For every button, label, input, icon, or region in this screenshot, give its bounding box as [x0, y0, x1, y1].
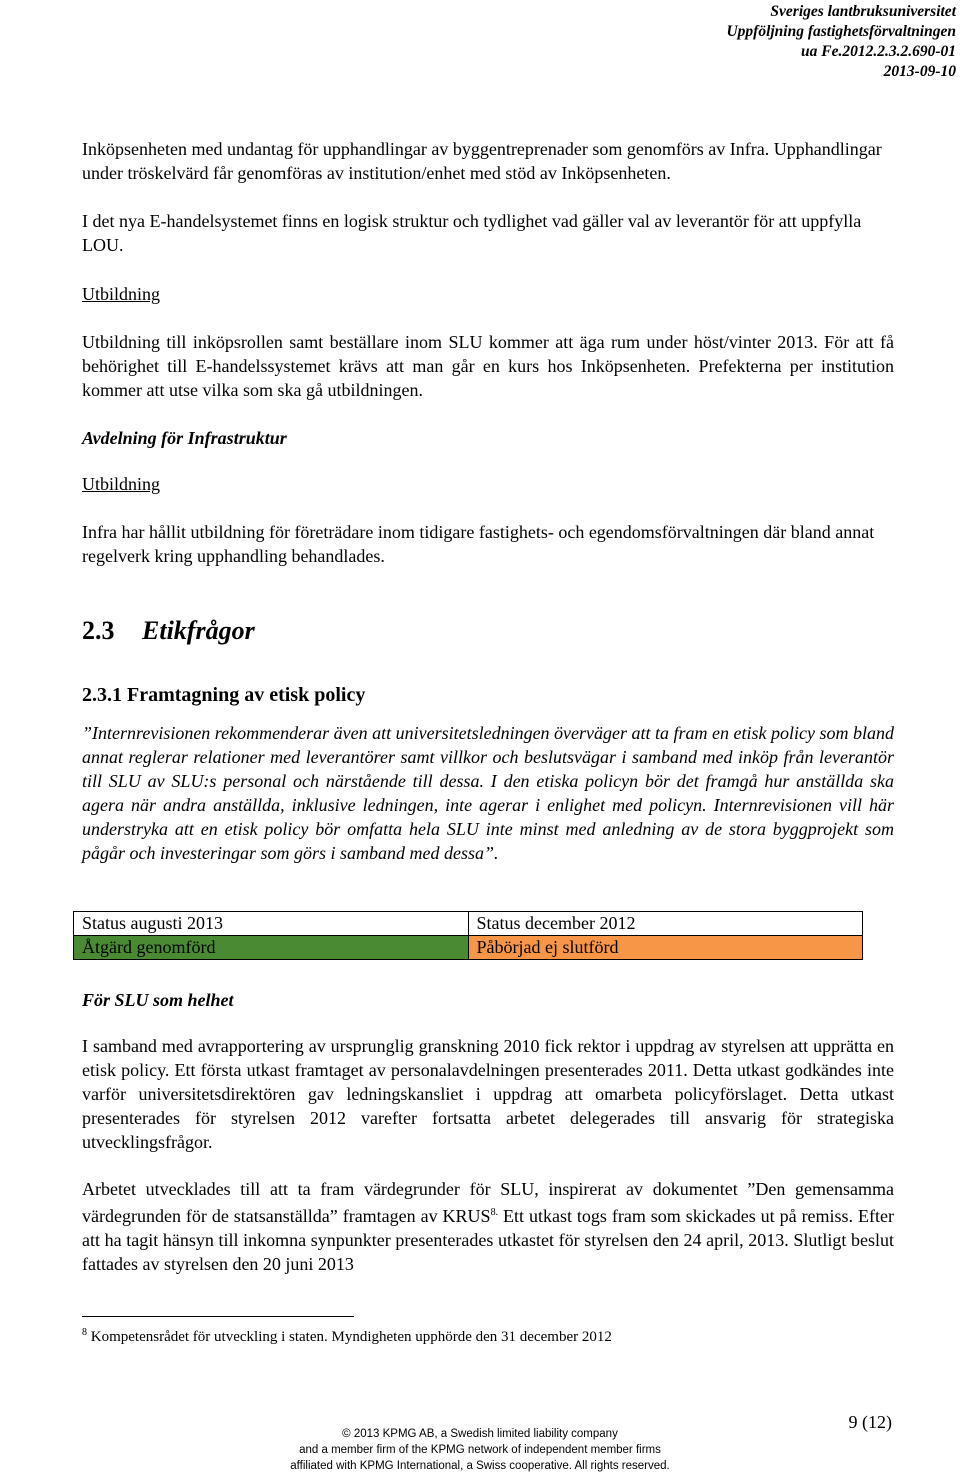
- subsection-heading: 2.3.1 Framtagning av etisk policy: [82, 684, 366, 706]
- footnote-text: Kompetensrådet för utveckling i staten. Myndigheten upphörde den 31 december 2012: [87, 1329, 612, 1345]
- footnote-divider: [82, 1316, 354, 1317]
- page-header: [726, 2, 956, 82]
- header-ref: ua Fe.2012.2.3.2.690-01: [801, 43, 956, 60]
- vardegrunder-text-a: Arbetet utvecklades till att ta fram värdegrunder för SLU, inspirerat av dokumentet ”Den gemensamma värdegrunden för de statsanställda” framtagen av KRUS: [82, 1179, 894, 1226]
- paragraph-inkopsenheten: Inköpsenheten med undantag för upphandlingar av byggentreprenader som genomförs av Infra. Upphandlingar under tröskelvärd får genomföras av institution/enhet med stöd av Inköpsenheten.: [82, 139, 882, 183]
- heading-slu-helhet: För SLU som helhet: [82, 990, 234, 1010]
- status-dec-value: Påbörjad ej slutförd: [468, 936, 863, 960]
- footnote-ref: 8.: [490, 1207, 499, 1218]
- paragraph-utbildning-inkop: Utbildning till inköpsrollen samt beställare inom SLU kommer att äga rum under höst/vinter 2013. För att få behörighet till E-handelssystemet krävs att man går en kurs hos Inköpsenheten. Prefekterna per institution kommer att utse vilka som ska gå utbildningen.: [82, 332, 894, 400]
- heading-utbildning-2: Utbildning: [82, 474, 161, 494]
- heading-infrastruktur: Avdelning för Infrastruktur: [82, 428, 287, 448]
- footnote-mark: 8: [82, 1327, 87, 1338]
- header-title: Uppföljning fastighetsförvaltningen: [726, 23, 956, 40]
- status-dec-header: Status december 2012: [468, 912, 863, 936]
- footer-line-3: affiliated with KPMG International, a Swiss cooperative. All rights reserved.: [290, 1460, 670, 1472]
- footer-line-1: © 2013 KPMG AB, a Swedish limited liability company: [342, 1428, 618, 1440]
- paragraph-infra-utbildning: Infra har hållit utbildning för företrädare inom tidigare fastighets- och egendomsförvaltningen där bland annat regelverk kring upphandling behandlades.: [82, 522, 875, 566]
- paragraph-vardegrunder: [82, 1177, 894, 1276]
- section-heading: [82, 616, 255, 646]
- header-date: 2013-09-10: [883, 63, 956, 80]
- footnote: [82, 1322, 612, 1348]
- status-table-header-row: [74, 912, 863, 936]
- page-number: 9 (12): [848, 1412, 892, 1432]
- section-number: 2.3: [82, 616, 115, 645]
- recommendation-quote: ”Internrevisionen rekommenderar även att universitetsledningen överväger att ta fram en etisk policy som bland annat reglerar relationer med leverantörer samt villkor och beslutsvägar i samband med inköp från leverantör till SLU av SLU:s personal och närstående till dessa. I den etiska policyn bör det framgå hur anställda ska agera när andra anställda, inklusive ledningen, inte agerar i enlighet med policyn. Internrevisionen vill här understryka att en etisk policy bör omfatta hela SLU inte minst med anledning av de stora byggprojekt som pågår och investeringar som görs i samband med dessa”.: [82, 723, 894, 863]
- header-org: Sveriges lantbruksuniversitet: [770, 3, 956, 20]
- status-aug-value: Åtgärd genomförd: [74, 936, 469, 960]
- status-table: [73, 911, 863, 960]
- paragraph-avrapportering: I samband med avrapportering av ursprunglig granskning 2010 fick rektor i uppdrag av styrelsen att upprätta en etisk policy. Ett första utkast framtaget av personalavdelningen presenterades 2011. Detta utkast godkändes inte varför universitetsdirektören gav ledningskansliet i uppdrag att omarbeta policyförslaget. Detta utkast presenterades för styrelsen 2012 varefter fortsatta arbetet delegerades till ansvarig för strategiska utvecklingsfrågor.: [82, 1036, 894, 1152]
- status-aug-header: Status augusti 2013: [74, 912, 469, 936]
- section-title: Etikfrågor: [142, 616, 255, 645]
- heading-utbildning-1: Utbildning: [82, 284, 161, 304]
- footer-line-2: and a member firm of the KPMG network of independent member firms: [299, 1444, 661, 1456]
- status-table-value-row: [74, 936, 863, 960]
- vardegrunder-text-b: Ett utkast togs fram som skickades ut på remiss. Efter att ha tagit hänsyn till inkomna synpunkter presenterades utkastet för styrelsen den 24 april, 2013. Slutligt beslut fattades av styrelsen den 20 juni 2013: [82, 1206, 894, 1274]
- paragraph-e-handel: I det nya E-handelsystemet finns en logisk struktur och tydlighet vad gäller val av leverantör för att uppfylla LOU.: [82, 211, 862, 255]
